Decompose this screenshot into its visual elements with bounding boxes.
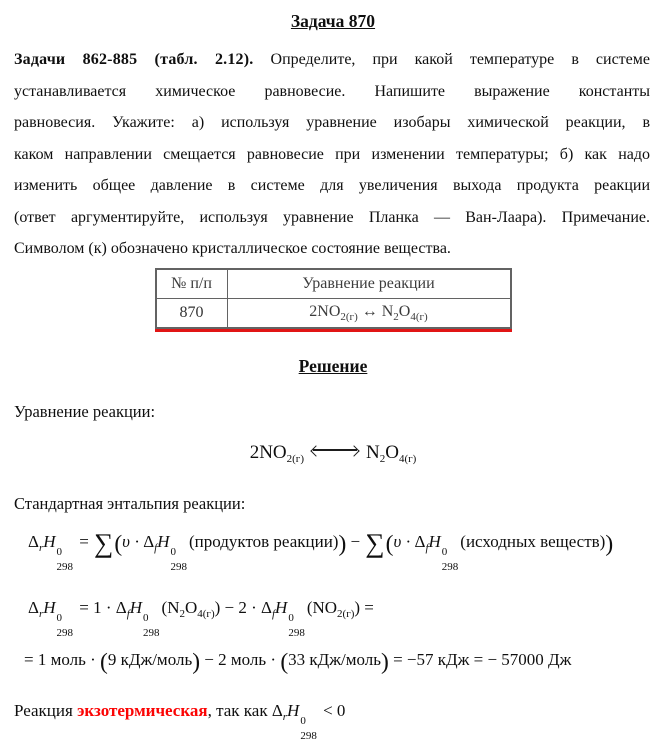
statement-line: устанавливается химическое равновесие. Напишите выражение константы	[14, 82, 650, 100]
formula-segment: = 1 ·	[75, 598, 116, 617]
formula-segment: (	[100, 649, 108, 675]
formula-segment: 0 298	[170, 546, 187, 573]
formula-segment: )	[605, 531, 614, 557]
table-header-equation: Уравнение реакции	[227, 269, 511, 299]
reaction-table-block	[155, 268, 512, 333]
formula-segment: 0 298	[56, 546, 73, 573]
formula-segment: 4(г)	[398, 453, 417, 465]
formula-segment: r	[38, 608, 44, 620]
formula-segment: (исходных веществ)	[460, 532, 606, 551]
solution-heading: Решение	[298, 356, 368, 376]
formula-segment: ·	[401, 532, 415, 551]
formula-segment: Δ	[261, 598, 272, 617]
formula-segment: Реакция	[14, 701, 78, 720]
formula-segment: Δ	[143, 532, 155, 551]
formula-segment: H	[43, 598, 56, 617]
formula-segment: f	[126, 608, 130, 620]
formula-segment: 2	[379, 453, 386, 465]
formula-segment: ) =	[354, 598, 374, 617]
formula-segment: 2	[393, 310, 399, 323]
formula-segment: Δ	[28, 598, 39, 617]
document-page	[0, 10, 666, 742]
table-header-row	[156, 269, 511, 299]
formula-segment: (N	[161, 598, 180, 617]
formula-segment: (	[114, 531, 123, 557]
formula-segment: ·	[129, 532, 144, 551]
table-row	[156, 298, 511, 328]
equation-label: Уравнение реакции:	[14, 402, 156, 421]
formula-segment: −	[346, 532, 365, 551]
formula-segment: < 0	[318, 701, 346, 720]
formula-segment: (	[280, 649, 289, 675]
formula-segment: ∑	[94, 528, 114, 558]
formula-segment: − 2 моль ·	[200, 650, 281, 669]
formula-segment: υ	[393, 532, 402, 551]
formula-segment: (NO	[306, 598, 338, 617]
formula-segment: 2	[179, 608, 185, 620]
formula-segment: 0 298	[56, 612, 73, 639]
formula-segment: 2(г)	[337, 608, 355, 620]
formula-segment: f	[425, 542, 429, 554]
formula-segment: H	[129, 598, 143, 617]
formula-segment: N	[365, 442, 380, 463]
formula-segment: (	[385, 531, 394, 557]
formula-segment: )	[381, 649, 389, 675]
exothermic-note	[14, 699, 666, 741]
enthalpy-numeric-formula	[24, 643, 666, 677]
formula-segment: H	[287, 701, 300, 720]
formula-segment: N	[381, 302, 394, 320]
formula-segment: f	[154, 542, 158, 554]
reaction-table	[155, 268, 512, 329]
formula-segment: Δ	[414, 532, 426, 551]
formula-segment: 9 кДж/моль	[107, 650, 193, 669]
problem-title: Задача 870	[290, 11, 376, 31]
formula-segment: O	[398, 302, 411, 320]
enthalpy-substituted-formula	[28, 591, 666, 638]
formula-segment: H	[43, 532, 56, 551]
statement-line: равновесия. Укажите: а) используя уравнение изобары химической реакции, в	[14, 114, 650, 131]
formula-segment: H	[157, 532, 170, 551]
formula-segment: 2NO	[309, 302, 341, 320]
statement-line: изменить общее давление в системе для увеличения выхода продукта реакции	[14, 177, 650, 194]
formula-segment: 2(г)	[340, 310, 358, 323]
statement-line: Задачи 862-885 (табл. 2.12). Определите, при какой температуре в системе	[14, 51, 651, 68]
formula-segment: )	[338, 531, 347, 557]
formula-segment: υ	[122, 532, 130, 551]
formula-segment: Δ	[28, 532, 39, 551]
formula-segment: 0 298	[143, 612, 160, 639]
formula-segment: Δ	[115, 598, 127, 617]
formula-segment: 4(г)	[197, 608, 215, 620]
problem-statement	[14, 44, 650, 265]
table-cell-equation	[227, 298, 511, 328]
formula-segment: f	[271, 608, 276, 620]
formula-segment: экзотермическая	[77, 701, 208, 720]
formula-segment: (продуктов реакции)	[189, 532, 339, 551]
table-cell-number: 870	[156, 298, 228, 328]
table-underline	[155, 329, 512, 333]
formula-segment: ↔	[357, 302, 382, 320]
formula-segment: r	[38, 542, 44, 554]
formula-segment: ∑	[365, 528, 385, 558]
formula-segment: ) − 2 ·	[214, 598, 262, 617]
formula-segment: O	[385, 442, 399, 463]
formula-segment: 0 298	[441, 546, 459, 573]
formula-segment: O	[184, 598, 198, 617]
enthalpy-label: Стандартная энтальпия реакции:	[14, 494, 246, 513]
formula-segment: H	[275, 598, 288, 617]
formula-segment: r	[282, 711, 288, 723]
formula-segment: H	[428, 532, 441, 551]
enthalpy-general-formula	[28, 525, 666, 572]
equilibrium-arrow-icon	[311, 443, 359, 457]
statement-line: каком направлении смещается равновесие при изменении температуры; б) как надо	[14, 145, 650, 163]
formula-segment: Δ	[271, 701, 283, 720]
formula-segment: 2NO	[249, 442, 287, 463]
formula-segment: 4(г)	[410, 310, 428, 323]
formula-segment: 0 298	[288, 612, 305, 639]
statement-line: (ответ аргументируйте, используя уравнение Планка — Ван-Лаара). Примечание.	[14, 208, 650, 226]
formula-segment: 33 кДж/моль	[288, 650, 382, 669]
formula-segment: )	[192, 649, 201, 675]
reaction-equation	[0, 439, 666, 466]
formula-segment: , так как	[207, 701, 272, 720]
table-header-number: № п/п	[156, 269, 228, 299]
formula-segment: = 1 моль ·	[24, 650, 101, 669]
formula-segment: 2(г)	[286, 453, 304, 465]
statement-line: Символом (к) обозначено кристаллическое состояние вещества.	[14, 240, 451, 257]
formula-segment: 0 298	[300, 715, 317, 742]
formula-segment: =	[75, 532, 94, 551]
formula-segment: = −57 кДж = − 57000 Дж	[388, 650, 572, 669]
